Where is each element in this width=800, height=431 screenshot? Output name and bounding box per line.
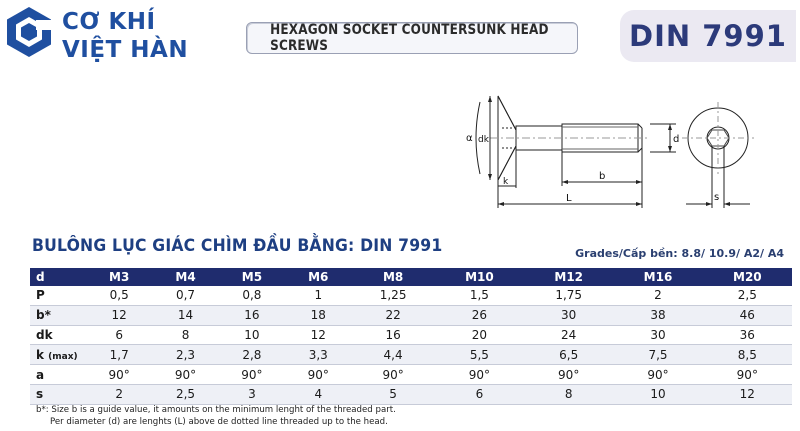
footnote [36,404,396,428]
table-cell: 24 [524,325,613,345]
table-cell: 16 [351,325,434,345]
table-cell: 90° [524,365,613,385]
product-title-banner [246,22,578,54]
table-cell: 90° [613,365,702,385]
table-cell: 6 [435,384,524,404]
header-cell-size: M20 [703,268,792,286]
table-cell: 90° [285,365,351,385]
table-cell: 8,5 [703,345,792,365]
table-cell: 38 [613,305,702,325]
table-header-row [30,268,792,286]
standard-banner [620,10,796,62]
header-cell-d: d [30,268,86,286]
hexagon-logo-icon [6,6,52,58]
table-cell: 2,8 [219,345,285,365]
alpha-label: α [466,133,473,144]
table-cell: 5,5 [435,345,524,365]
table-cell: 36 [703,325,792,345]
table-cell: 3 [219,384,285,404]
table-cell: 2,5 [152,384,218,404]
table-cell: 10 [219,325,285,345]
dk-label: dk [478,135,489,145]
row-label: P [30,286,86,305]
table-cell: 90° [219,365,285,385]
table-cell: 2 [86,384,152,404]
table-cell: 1,7 [86,345,152,365]
table-cell: 12 [703,384,792,404]
table-row [30,286,792,305]
header-cell-size: M10 [435,268,524,286]
table-cell: 16 [219,305,285,325]
header-cell-size: M5 [219,268,285,286]
row-label: dk [30,325,86,345]
table-cell: 90° [351,365,434,385]
table-cell: 4,4 [351,345,434,365]
grades-label: Grades/Cấp bền: 8.8/ 10.9/ A2/ A4 [575,247,784,260]
table-cell: 1,5 [435,286,524,305]
row-label [30,345,86,365]
table-cell: 0,8 [219,286,285,305]
table-cell: 2 [613,286,702,305]
table-cell: 30 [524,305,613,325]
table-row [30,365,792,385]
table-cell: 2,3 [152,345,218,365]
header-cell-size: M12 [524,268,613,286]
header-cell-size: M4 [152,268,218,286]
table-cell: 8 [524,384,613,404]
table-cell: 30 [613,325,702,345]
table-cell: 7,5 [613,345,702,365]
table-cell: 0,7 [152,286,218,305]
header-cell-size: M3 [86,268,152,286]
s-label: s [714,192,720,203]
table-cell: 46 [703,305,792,325]
table-row [30,384,792,404]
table-cell: 10 [613,384,702,404]
k-label: k [503,177,509,187]
brand-name [62,8,188,64]
table-cell: 12 [285,325,351,345]
L-label: L [566,193,572,204]
table-cell: 26 [435,305,524,325]
section-title: BULÔNG LỤC GIÁC CHÌM ĐẦU BẰNG: DIN 7991 [32,236,443,256]
footnote-line-1: b*: Size b is a guide value, it amounts on the minimum lenght of the threaded part. [36,405,396,415]
header-cell-size: M6 [285,268,351,286]
table-cell: 90° [435,365,524,385]
table-cell: 20 [435,325,524,345]
brand-line-1: CƠ KHÍ [62,9,156,35]
row-label: s [30,384,86,404]
table-cell: 2,5 [703,286,792,305]
table-cell: 0,5 [86,286,152,305]
table-row [30,345,792,365]
table-cell: 1,75 [524,286,613,305]
standard-code: DIN 7991 [629,19,787,53]
footnote-line-2: Per diameter (d) are lenghts (L) above de dotted line threaded up to the head. [50,417,388,427]
dimension-table [30,268,792,405]
brand-line-2: VIỆT HÀN [62,37,189,63]
table-cell: 1,25 [351,286,434,305]
table-cell: 6 [86,325,152,345]
row-label-sub: (max) [48,351,78,362]
table-cell: 5 [351,384,434,404]
table-row [30,305,792,325]
table-cell: 14 [152,305,218,325]
table-cell: 90° [86,365,152,385]
table-cell: 8 [152,325,218,345]
product-title: HEXAGON SOCKET COUNTERSUNK HEAD SCREWS [270,22,549,54]
d-label: d [673,134,680,145]
table-cell: 12 [86,305,152,325]
table-cell: 90° [152,365,218,385]
table-cell: 6,5 [524,345,613,365]
table-row [30,325,792,345]
b-label: b [599,171,606,182]
table-cell: 3,3 [285,345,351,365]
table-cell: 22 [351,305,434,325]
row-label-main: k [36,347,44,362]
header-cell-size: M16 [613,268,702,286]
table-cell: 18 [285,305,351,325]
row-label: b* [30,305,86,325]
table-cell: 90° [703,365,792,385]
screw-technical-drawing [450,88,770,214]
header-cell-size: M8 [351,268,434,286]
table-cell: 1 [285,286,351,305]
table-cell: 4 [285,384,351,404]
row-label: a [30,365,86,385]
